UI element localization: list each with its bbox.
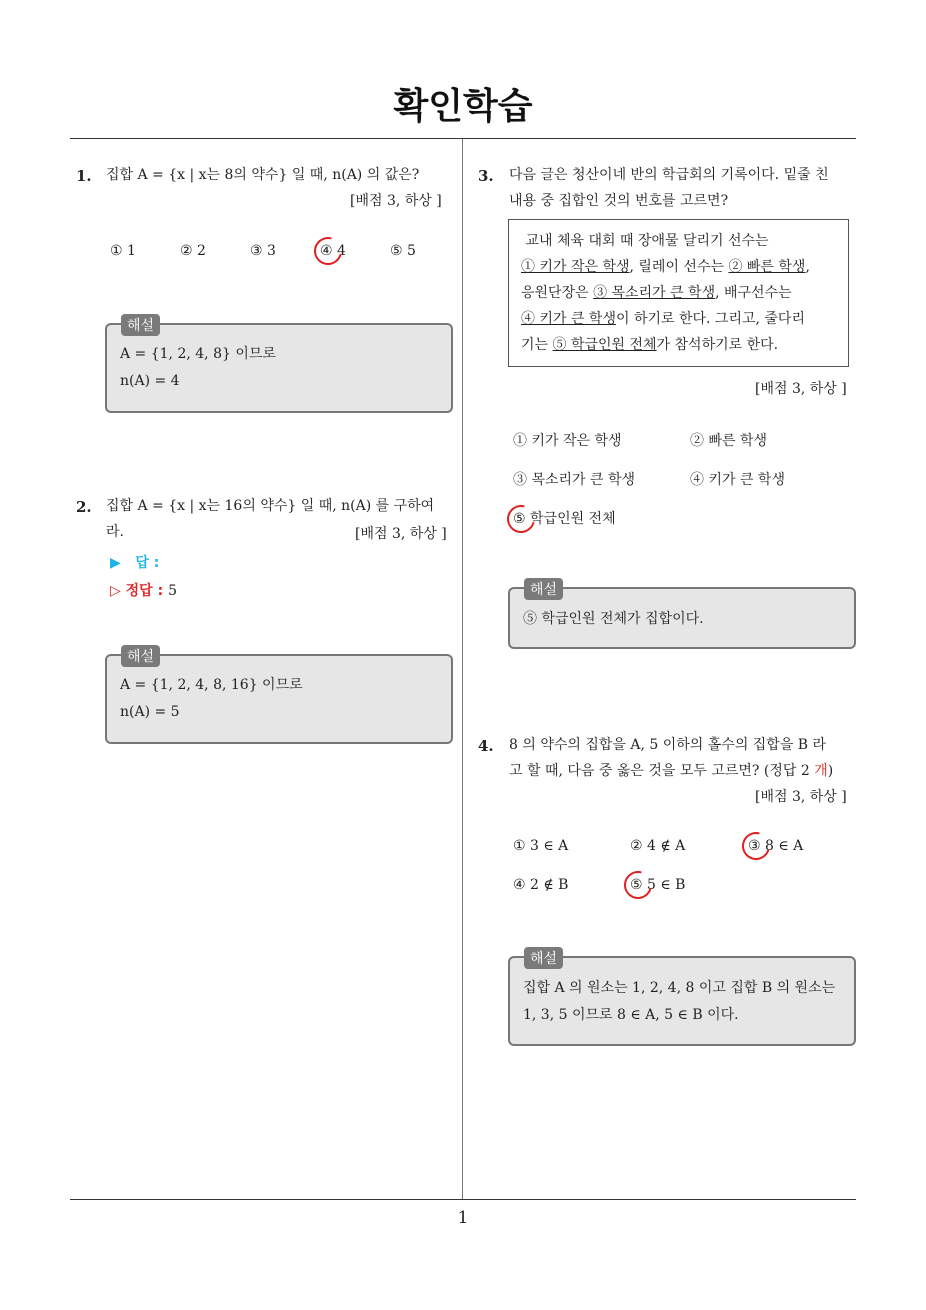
passage-text: 응원단장은 [521, 285, 594, 301]
passage-text: 가 참석하기로 한다. [656, 337, 779, 353]
q1-choice-4-marker: ④ [320, 243, 333, 259]
q2-solution-box [105, 649, 453, 744]
answer-arrow-icon: ▶ [110, 555, 121, 571]
q4-choice-2[interactable]: ② 4 ∉ A [630, 838, 686, 854]
column-divider [462, 139, 463, 1200]
q4-stem-text: 고 할 때, 다음 중 옳은 것을 모두 고르면? (정답 2 [509, 763, 815, 779]
q2-correct-label: 정답 : [125, 583, 164, 599]
q4-choice-3-marker: ③ [748, 838, 761, 854]
solution-tag: 해설 [524, 578, 563, 600]
q2-solution-line-2: n(A) = 5 [120, 704, 180, 720]
q3-choice-4[interactable]: ④ 키가 큰 학생 [690, 472, 785, 488]
q2-solution-line-1: A = {1, 2, 4, 8, 16} 이므로 [120, 677, 303, 693]
q2-number: 2. [76, 498, 92, 516]
passage-text: 교내 체육 대회 때 장애물 달리기 선수는 [525, 233, 769, 249]
solution-tag: 해설 [121, 645, 160, 667]
q4-stem-line-2 [509, 758, 859, 784]
q1-solution-line-1: A = {1, 2, 4, 8} 이므로 [120, 346, 276, 362]
q3-stem [509, 162, 859, 214]
q3-points: [배점 3, 하상 ] [755, 381, 847, 397]
passage-text: , [805, 259, 810, 275]
q1-choice-4[interactable] [320, 243, 346, 259]
q3-passage-line-5 [521, 332, 836, 358]
q4-solution-line-1: 집합 A 의 원소는 1, 2, 4, 8 이고 집합 B 의 원소는 [523, 980, 836, 996]
q4-points: [배점 3, 하상 ] [755, 789, 847, 805]
answer-circle-icon [619, 866, 657, 904]
q4-stem-line-1: 8 의 약수의 집합을 A, 5 이하의 홀수의 집합을 B 라 [509, 737, 827, 753]
passage-text: 이 하기로 한다. 그리고, 줄다리 [615, 311, 805, 327]
q1-solution-line-2: n(A) = 4 [120, 373, 180, 389]
solution-tag: 해설 [121, 314, 160, 336]
q2-stem-line-1: 집합 A = {x | x는 16의 약수} 일 때, n(A) 를 구하여 [106, 498, 435, 514]
answer-circle-icon [309, 232, 347, 270]
q3-passage-line-4 [521, 306, 836, 332]
q3-choice-5-value: 학급인원 전체 [530, 511, 616, 527]
q1-points: [배점 3, 하상 ] [350, 193, 442, 209]
answer-circle-icon [737, 827, 775, 865]
q1-solution-box [105, 318, 453, 413]
q3-solution-box [508, 582, 856, 649]
q2-points: [배점 3, 하상 ] [355, 526, 447, 542]
q4-choice-3[interactable] [748, 838, 803, 854]
passage-underline-3: ③ 목소리가 큰 학생 [593, 285, 716, 301]
footer-rule [70, 1199, 856, 1200]
q4-choice-5-marker: ⑤ [630, 877, 643, 893]
q4-count-word: 개 [814, 763, 828, 779]
q4-solution-box [508, 951, 856, 1046]
passage-text: , 배구선수는 [715, 285, 792, 301]
q2-correct-answer [110, 580, 177, 600]
q1-choice-1[interactable]: ① 1 [110, 243, 136, 259]
q3-stem-line-2: 내용 중 집합인 것의 번호를 고르면? [509, 193, 729, 209]
q4-solution-text [523, 975, 835, 1029]
q1-stem: 집합 A = {x | x는 8의 약수} 일 때, n(A) 의 값은? [106, 167, 420, 183]
passage-underline-5: ⑤ 학급인원 전체 [552, 337, 657, 353]
q3-choice-1[interactable]: ① 키가 작은 학생 [513, 433, 622, 449]
q4-choice-1[interactable]: ① 3 ∈ A [513, 838, 569, 854]
q4-number: 4. [478, 737, 494, 755]
q2-solution-text [120, 672, 303, 726]
q3-passage-line-3 [521, 280, 836, 306]
q3-choice-5[interactable] [513, 508, 616, 528]
q2-answer-field[interactable] [110, 552, 159, 572]
q4-choice-4[interactable]: ④ 2 ∉ B [513, 877, 569, 893]
q3-passage-line-1 [521, 228, 836, 254]
q3-choice-2[interactable]: ② 빠른 학생 [690, 433, 767, 449]
q1-choice-5[interactable]: ⑤ 5 [390, 243, 416, 259]
q3-number: 3. [478, 167, 494, 185]
answer-circle-icon [502, 500, 540, 538]
solution-tag: 해설 [524, 947, 563, 969]
passage-text: 기는 [521, 337, 553, 353]
correct-arrow-icon: ▷ [110, 583, 121, 599]
passage-underline-2: ② 빠른 학생 [728, 259, 806, 275]
q3-solution-text: ⑤ 학급인원 전체가 집합이다. [523, 611, 704, 627]
q4-choice-5[interactable] [630, 877, 685, 893]
page-title: 확인학습 [393, 86, 533, 127]
q4-solution-line-2: 1, 3, 5 이므로 8 ∈ A, 5 ∈ B 이다. [523, 1007, 739, 1023]
q1-choice-4-value: 4 [337, 243, 346, 259]
q3-passage-box [508, 219, 849, 367]
q1-choice-3[interactable]: ③ 3 [250, 243, 276, 259]
q1-solution-text [120, 341, 276, 395]
passage-underline-4: ④ 키가 큰 학생 [521, 311, 616, 327]
passage-text: , 릴레이 선수는 [629, 259, 729, 275]
q4-stem-text: ) [827, 763, 834, 779]
q4-stem [509, 732, 859, 784]
q2-correct-value: 5 [168, 583, 177, 599]
header-rule [70, 138, 856, 139]
q3-choice-5-marker: ⑤ [513, 511, 526, 527]
q2-stem-line-2: 라. [106, 524, 124, 540]
q3-passage-line-2 [521, 254, 836, 280]
q1-number: 1. [76, 167, 92, 185]
q4-choice-3-value: 8 ∈ A [765, 838, 804, 854]
q2-answer-label: 답 : [135, 555, 160, 571]
passage-underline-1: ① 키가 작은 학생 [521, 259, 630, 275]
q4-choice-5-value: 5 ∈ B [647, 877, 686, 893]
page-number: 1 [457, 1208, 469, 1228]
q1-choice-2[interactable]: ② 2 [180, 243, 206, 259]
q3-stem-line-1: 다음 글은 청산이네 반의 학급회의 기록이다. 밑줄 친 [509, 167, 829, 183]
q3-choice-3[interactable]: ③ 목소리가 큰 학생 [513, 472, 636, 488]
